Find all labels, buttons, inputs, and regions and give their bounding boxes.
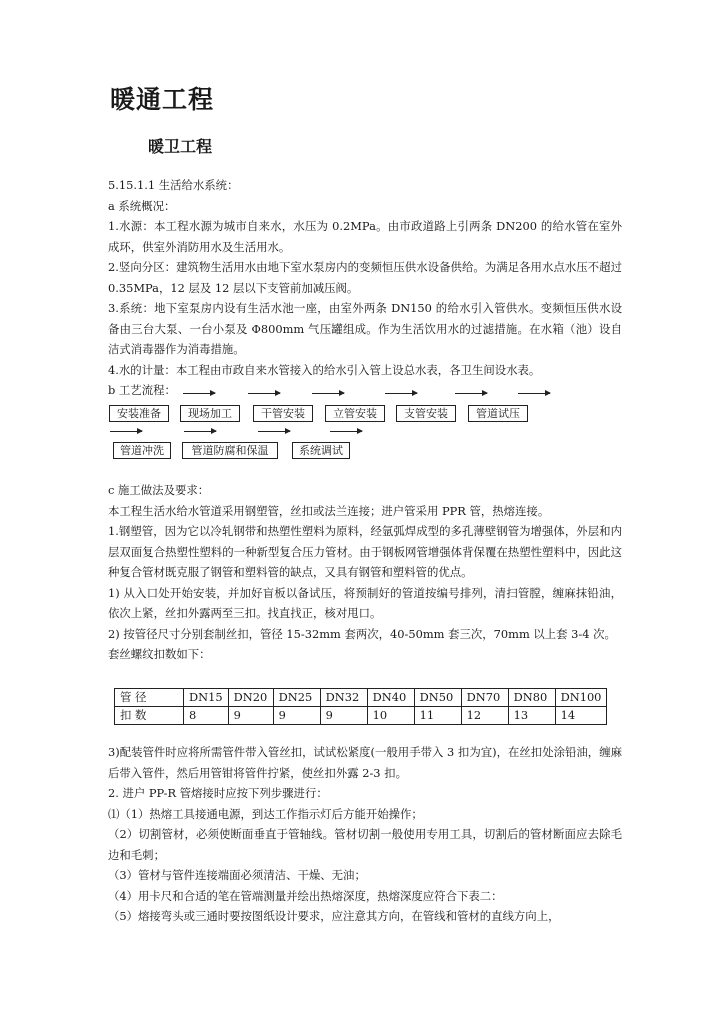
table-cell: 11: [414, 707, 461, 725]
flow-step-box: 支管安装: [396, 405, 456, 422]
flow-step-box: 安装准备: [109, 405, 169, 422]
paragraph: 3.系统：地下室泵房内设有生活水池一座，由室外两条 DN150 的给水引入管供水。变频恒压供水设备由三台大泵、一台小泵及 Φ800mm 气压罐组成。作为生活饮用水的过滤措施。在水箱（池）设自洁式消毒器作为消毒措施。: [108, 301, 622, 356]
flow-arrow: [312, 393, 344, 394]
table-cell: 14: [555, 707, 607, 725]
table-row: [115, 689, 607, 707]
flow-step-box: 管道防腐和保温: [182, 442, 278, 459]
flow-arrow: [184, 431, 216, 432]
flow-arrow: [330, 431, 362, 432]
paragraph: 2.竖向分区：建筑物生活用水由地下室水泵房内的变频恒压供水设备供给。为满足各用水点水压不超过 0.35MPa，12 层及 12 层以下支管前加减压阀。: [108, 260, 622, 295]
flow-arrow: [385, 393, 417, 394]
paragraph: 本工程生活水给水管道采用钢塑管，丝扣或法兰连接；进户管采用 PPR 管，热熔连接。: [108, 503, 550, 518]
table-cell: DN40: [367, 689, 414, 707]
table-cell: DN70: [461, 689, 508, 707]
section-d-text: [108, 742, 622, 927]
table-cell: DN20: [228, 689, 273, 707]
table-cell: DN25: [273, 689, 320, 707]
table-cell: DN32: [320, 689, 367, 707]
table-cell: DN50: [414, 689, 461, 707]
flow-step-box: 干管安装: [253, 405, 313, 422]
table-cell: 8: [184, 707, 229, 725]
table-cell: 10: [367, 707, 414, 725]
paragraph: （2）切割管材，必须使断面垂直于管轴线。管材切割一般使用专用工具，切割后的管材断面应去除毛边和毛刺；: [108, 827, 622, 862]
table-cell: 9: [228, 707, 273, 725]
paragraph: （3）管材与管件连接端面必须清洁、干燥、无油；: [108, 868, 366, 882]
paragraph: 5.15.1.1 生活给水系统：: [108, 178, 239, 192]
table-cell: DN100: [555, 689, 607, 707]
flow-arrow: [110, 431, 142, 432]
table-cell: DN15: [184, 689, 229, 707]
paragraph: 1.水源：本工程水源为城市自来水，水压为 0.2MPa。由市政道路上引两条 DN200 的给水管在室外成环，供室外消防用水及生活用水。: [108, 219, 622, 254]
flow-arrow: [248, 393, 280, 394]
paragraph: 1.钢塑管，因为它以冷轧钢带和热塑性塑料为原料，经氩弧焊成型的多孔薄壁钢管为增强体，外层和内层双面复合热塑性塑料的一种新型复合压力管材。由于钢板网管增强体背保覆在热塑性塑料中，因此这种复合管材既克服了钢管和塑料管的缺点，又具有钢管和塑料管的优点。: [108, 524, 622, 579]
paragraph: （5）熔接弯头或三通时要按图纸设计要求，应注意其方向，在管线和管材的直线方向上，: [108, 909, 560, 923]
paragraph: a 系统概况：: [108, 198, 176, 213]
table-cell: DN80: [508, 689, 555, 707]
paragraph: 4.水的计量：本工程由市政自来水管接入的给水引入管上设总水表，各卫生间设水表。: [108, 362, 541, 377]
table-row: [115, 707, 607, 725]
paragraph: c 施工做法及要求：: [108, 483, 210, 497]
paragraph: 3)配装管件时应将所需管件带入管丝扣，试试松紧度(一般用手带入 3 扣为宜)，在丝扣处涂铅油，缠麻后带入管件，然后用管钳将管件拧紧，使丝扣外露 2-3 扣。: [108, 745, 622, 780]
table-cell: 扣 数: [115, 707, 184, 725]
paragraph: b 工艺流程：: [108, 383, 176, 397]
flow-step-box: 系统调试: [292, 442, 350, 459]
flow-step-box: 管道试压: [468, 405, 528, 422]
flow-step-box: 立管安装: [325, 405, 385, 422]
paragraph: （4）用卡尺和合适的笔在管端测量并绘出热熔深度，热熔深度应符合下表二：: [108, 888, 503, 903]
paragraph: 2. 进户 PP-R 管熔接时应按下列步骤进行：: [108, 786, 328, 800]
flow-arrow: [258, 431, 290, 432]
flow-step-box: 管道冲洗: [113, 442, 171, 459]
table-cell: 管 径: [115, 689, 184, 707]
paragraph: 2) 按管径尺寸分别套制丝扣，管径 15-32mm 套两次，40-50mm 套三次，70mm 以上套 3-4 次。: [108, 626, 616, 641]
table-cell: 12: [461, 707, 508, 725]
section-c-text: [108, 480, 622, 665]
table-cell: 9: [320, 707, 367, 725]
flow-arrow: [518, 393, 550, 394]
table-cell: 9: [273, 707, 320, 725]
thread-count-table: [114, 688, 607, 725]
flow-arrow: [183, 393, 215, 394]
paragraph: 套丝螺纹扣数如下：: [108, 647, 211, 661]
paragraph: 1) 从入口处开始安装，并加好盲板以备试压，将预制好的管道按编号排列，清扫管膛，缠麻抹铅油，依次上紧，丝扣外露两至三扣。找直找正，核对甩口。: [108, 585, 622, 620]
table-cell: 13: [508, 707, 555, 725]
flow-step-box: 现场加工: [180, 405, 240, 422]
section-subtitle: 暖卫工程: [148, 137, 213, 156]
flow-arrow: [455, 393, 487, 394]
section-a-text: [108, 175, 622, 401]
page-title: 暖通工程: [110, 85, 215, 114]
paragraph: ⑴（1）热熔工具接通电源，到达工作指示灯后方能开始操作；: [108, 806, 423, 821]
